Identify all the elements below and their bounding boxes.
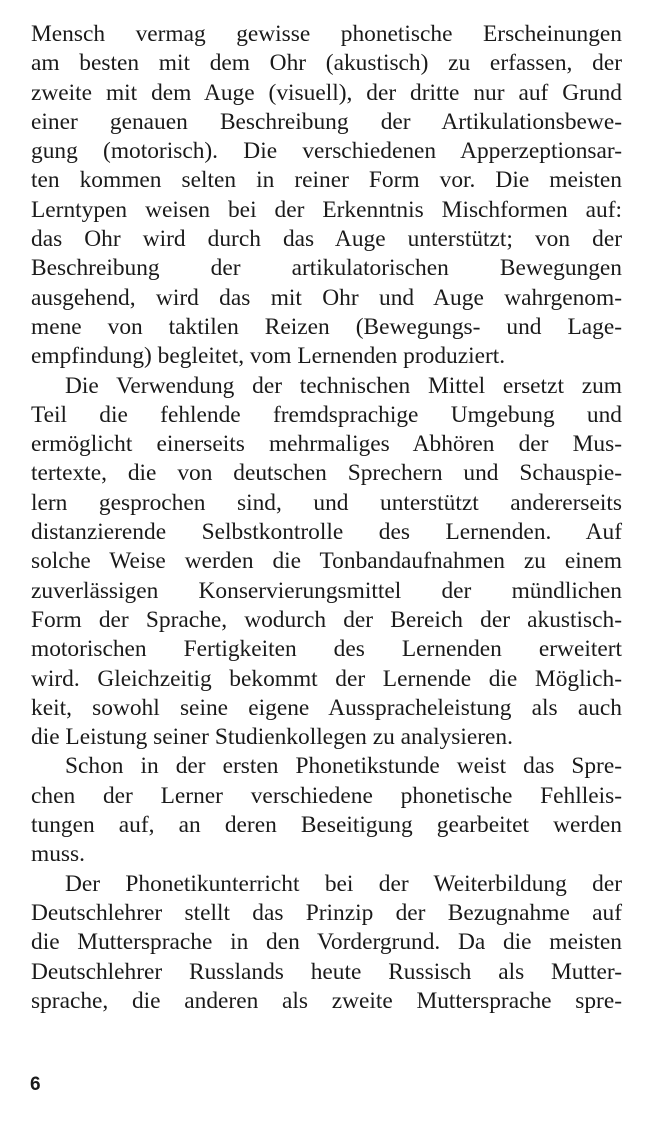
text-line: die Leistung seiner Studienkollegen zu analysieren. (31, 724, 513, 751)
text-line: einer genauen Beschreibung der Artikulationsbewe- (31, 108, 622, 135)
page-number: 6 (30, 1074, 41, 1095)
text-line: das Ohr wird durch das Auge unterstützt; von der (31, 226, 622, 253)
text-line: Lerntypen weisen bei der Erkenntnis Mischformen auf: (31, 196, 622, 223)
text-line: solche Weise werden die Tonbandaufnahmen zu einem (31, 548, 622, 575)
body-text (31, 20, 622, 1016)
text-line: Deutschlehrer stellt das Prinzip der Bezugnahme auf (31, 899, 622, 926)
text-line: am besten mit dem Ohr (akustisch) zu erfassen, der (31, 50, 622, 77)
text-line: zweite mit dem Auge (visuell), der dritte nur auf Grund (31, 79, 622, 106)
text-line: motorischen Fertigkeiten des Lernenden erweitert (31, 636, 622, 663)
text-line: Teil die fehlende fremdsprachige Umgebung und (31, 401, 622, 428)
text-line: Die Verwendung der technischen Mittel ersetzt zum (65, 372, 622, 399)
text-line: ermöglicht einerseits mehrmaliges Abhören der Mus- (31, 431, 622, 458)
text-line: distanzierende Selbstkontrolle des Lernenden. Auf (31, 519, 622, 546)
text-line: sprache, die anderen als zweite Muttersprache spre- (31, 987, 622, 1014)
text-line: empfindung) begleitet, vom Lernenden produziert. (31, 343, 506, 370)
text-line: zuverlässigen Konservierungsmittel der mündlichen (31, 577, 622, 604)
text-line: chen der Lerner verschiedene phonetische Fehlleis- (31, 782, 622, 809)
text-line: gung (motorisch). Die verschiedenen Apperzeptionsar- (31, 138, 622, 165)
text-line: die Muttersprache in den Vordergrund. Da die meisten (31, 929, 622, 956)
text-line: ausgehend, wird das mit Ohr und Auge wahrgenom- (31, 284, 622, 311)
text-line: keit, sowohl seine eigene Ausspracheleistung als auch (31, 694, 622, 721)
text-line: Der Phonetikunterricht bei der Weiterbildung der (65, 870, 622, 897)
text-line: Mensch vermag gewisse phonetische Erscheinungen (31, 21, 622, 47)
text-line: tungen auf, an deren Beseitigung gearbeitet werden (31, 812, 622, 839)
text-line: lern gesprochen sind, und unterstützt andererseits (31, 489, 622, 516)
text-line: mene von taktilen Reizen (Bewegungs- und Lage- (31, 313, 622, 340)
text-line: Deutschlehrer Russlands heute Russisch als Mutter- (31, 958, 622, 985)
text-line: Schon in der ersten Phonetikstunde weist das Spre- (65, 753, 622, 780)
text-line: muss. (31, 841, 85, 868)
text-line: wird. Gleichzeitig bekommt der Lernende die Möglich- (31, 665, 622, 692)
text-line: ten kommen selten in reiner Form vor. Die meisten (31, 167, 622, 194)
text-line: Form der Sprache, wodurch der Bereich der akustisch- (31, 606, 622, 633)
text-line: tertexte, die von deutschen Sprechern und Schauspie- (31, 460, 622, 487)
text-line: Beschreibung der artikulatorischen Bewegungen (31, 255, 622, 282)
